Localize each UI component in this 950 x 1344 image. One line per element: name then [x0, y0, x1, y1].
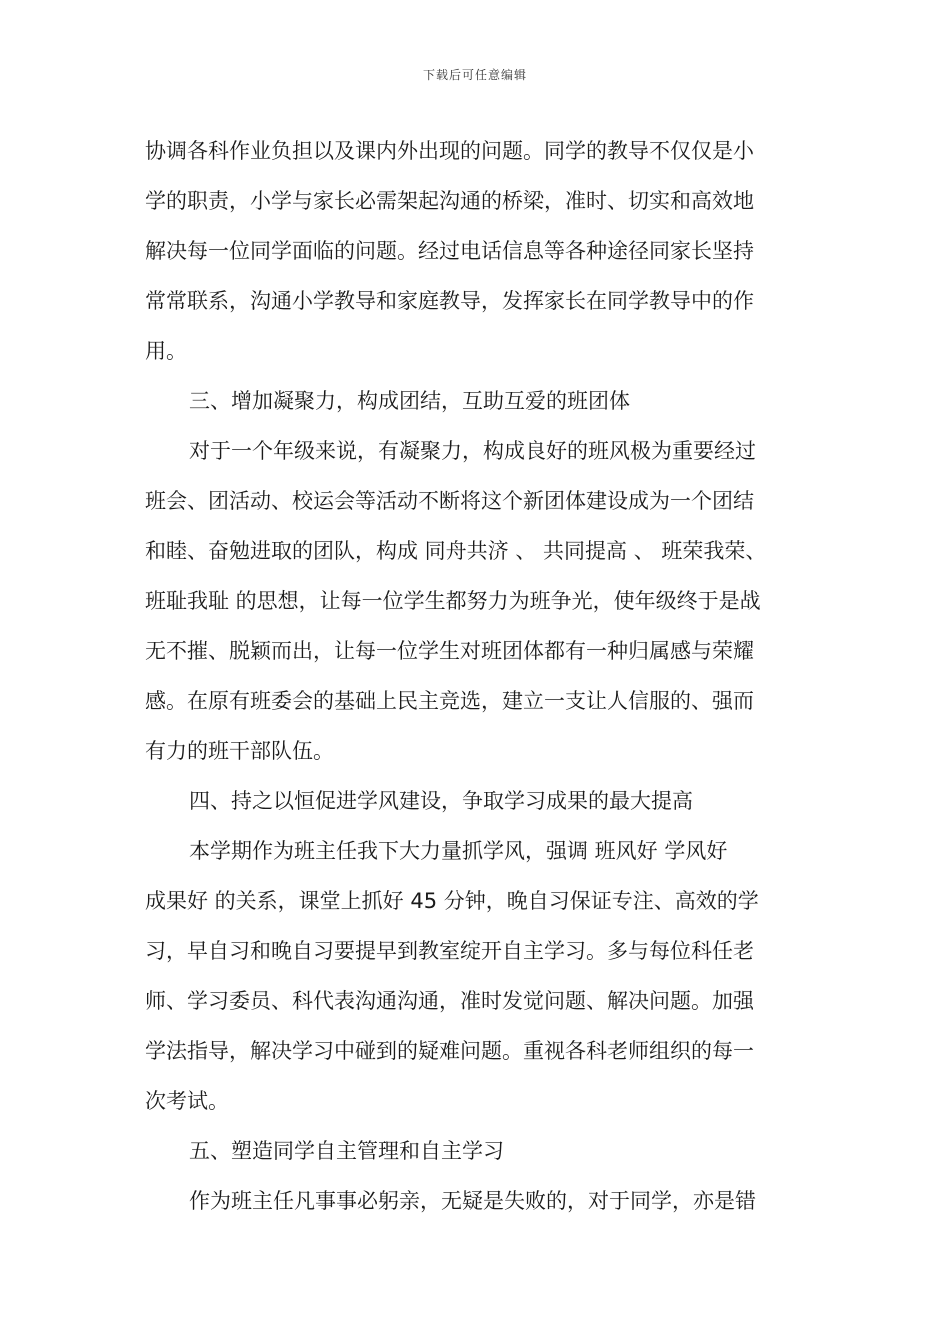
text-line: 班会、团活动、校运会等活动不断将这个新团体建设成为一个团结: [145, 489, 754, 513]
text-line: 班耻我耻 的思想，让每一位学生都努力为班争光，使年级终于是战: [145, 589, 761, 613]
text-line: 有力的班干部队伍。: [145, 739, 334, 763]
text-line: 学的职责，小学与家长必需架起沟通的桥梁，准时、切实和高效地: [145, 189, 754, 213]
text-line: 习，早自习和晚自习要提早到教室绽开自主学习。多与每位科任老: [145, 939, 754, 963]
text-line: 学法指导，解决学习中碰到的疑难问题。重视各科老师组织的每一: [145, 1039, 754, 1063]
document-body: [145, 131, 825, 1231]
text-line: 无不摧、脱颖而出，让每一位学生对班团体都有一种归属感与荣耀: [145, 639, 754, 663]
text-line: 解决每一位同学面临的问题。经过电话信息等各种途径同家长坚持: [145, 239, 754, 263]
text-line: 师、学习委员、科代表沟通沟通，准时发觉问题、解决问题。加强: [145, 989, 754, 1013]
text-line: 用。: [145, 339, 187, 363]
text-line: 对于一个年级来说，有凝聚力，构成良好的班风极为重要经过: [189, 439, 756, 463]
section-heading: 三、增加凝聚力，构成团结，互助互爱的班团体: [189, 389, 630, 413]
page-header: 下载后可任意编辑: [422, 68, 527, 82]
section-heading: 四、持之以恒促进学风建设，争取学习成果的最大提高: [189, 789, 693, 813]
section-heading: 五、塑造同学自主管理和自主学习: [189, 1139, 504, 1163]
text-line: 成果好 的关系，课堂上抓好 45 分钟，晚自习保证专注、高效的学: [145, 889, 759, 913]
text-line: 协调各科作业负担以及课内外出现的问题。同学的教导不仅仅是小: [145, 139, 754, 163]
text-line: 和睦、奋勉进取的团队，构成 同舟共济 、 共同提高 、 班荣我荣、: [145, 539, 767, 563]
text-line: 常常联系，沟通小学教导和家庭教导，发挥家长在同学教导中的作: [145, 289, 754, 313]
text-line: 本学期作为班主任我下大力量抓学风，强调 班风好 学风好: [189, 839, 728, 863]
text-line: 次考试。: [145, 1089, 229, 1113]
text-line: 感。在原有班委会的基础上民主竞选，建立一支让人信服的、强而: [145, 689, 754, 713]
text-line: 作为班主任凡事事必躬亲，无疑是失败的，对于同学，亦是错: [189, 1189, 756, 1213]
